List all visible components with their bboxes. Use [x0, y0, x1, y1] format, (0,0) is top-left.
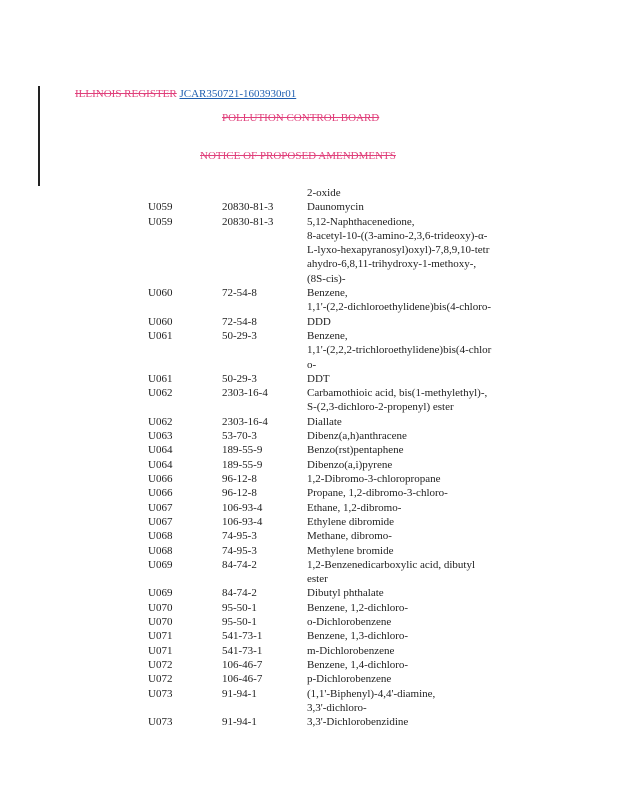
substance-name: Daunomycin [307, 201, 364, 214]
substance-name: Benzene, 1,1'-(2,2,2-trichloroethylidene)bis(4-chlor o- [307, 330, 492, 371]
substance-name: Benzene, 1,4-dichloro- [307, 658, 409, 671]
waste-code: U066 [148, 473, 173, 485]
cas-number: 84-74-2 [222, 558, 257, 571]
cas-number: 74-95-3 [222, 530, 257, 543]
waste-code: U073 [148, 716, 173, 729]
substance-name: 1,2-Dibromo-3-chloropropane [307, 473, 441, 485]
waste-code: U069 [148, 558, 173, 571]
cas-number: 50-29-3 [222, 372, 257, 385]
cas-number: 72-54-8 [222, 315, 257, 328]
substance-name: Methylene bromide [307, 544, 394, 557]
substance-name: o-Dichlorobenzene [307, 616, 392, 628]
waste-code: U068 [148, 530, 173, 543]
cas-number: 106-46-7 [222, 673, 263, 686]
waste-code: U069 [148, 587, 173, 600]
cas-number: 72-54-8 [222, 287, 257, 300]
waste-code: U066 [148, 487, 173, 500]
waste-code: U071 [148, 644, 173, 657]
substance-name: Ethane, 1,2-dibromo- [307, 501, 402, 514]
cas-number: 106-93-4 [222, 501, 263, 514]
cas-number: 106-46-7 [222, 658, 263, 671]
notice-title: NOTICE OF PROPOSED AMENDMENTS [200, 150, 396, 162]
register-struck-text: ILLINOIS REGISTER [75, 88, 177, 100]
waste-code: U063 [148, 430, 173, 443]
substance-name: Carbamothioic acid, bis(1-methylethyl)-, S-(2,3-dichloro-2-propenyl) ester [307, 387, 488, 414]
waste-code: U062 [148, 415, 173, 428]
substance-name: DDD [307, 315, 331, 328]
substance-name: Dibenz(a,h)anthracene [307, 430, 407, 443]
cas-number: 95-50-1 [222, 616, 257, 628]
cas-number: 2303-16-4 [222, 387, 268, 400]
waste-code: U073 [148, 687, 173, 700]
substance-name: 3,3'-Dichlorobenzidine [307, 716, 409, 729]
waste-code: U061 [148, 372, 173, 385]
cas-number: 541-73-1 [222, 630, 263, 643]
cas-number: 96-12-8 [222, 473, 257, 485]
substance-name: Benzene, 1,1'-(2,2-dichloroethylidene)bis(4-chloro- [307, 287, 492, 314]
waste-code: U067 [148, 515, 173, 528]
cas-number: 95-50-1 [222, 601, 257, 614]
cas-number: 84-74-2 [222, 587, 257, 600]
waste-code: U064 [148, 458, 173, 471]
waste-code: U072 [148, 658, 173, 671]
substance-name: Benzene, 1,3-dichloro- [307, 630, 409, 643]
substance-name: Dibenzo(a,i)pyrene [307, 458, 393, 471]
waste-code: U059 [148, 215, 173, 228]
substance-name: p-Dichlorobenzene [307, 673, 392, 686]
cas-number: 53-70-3 [222, 430, 257, 443]
register-header [75, 88, 296, 101]
cas-number: 541-73-1 [222, 644, 263, 657]
waste-code: U064 [148, 444, 173, 457]
cas-number: 96-12-8 [222, 487, 257, 500]
waste-code: U059 [148, 201, 173, 214]
register-inserted-text: JCAR350721-1603930r01 [179, 88, 297, 100]
substance-name: Ethylene dibromide [307, 515, 395, 528]
waste-code: U061 [148, 330, 173, 342]
substance-name: Methane, dibromo- [307, 530, 392, 543]
waste-code: U071 [148, 630, 173, 643]
waste-code: U072 [148, 673, 173, 686]
cas-number: 91-94-1 [222, 716, 257, 729]
substance-name: DDT [307, 372, 330, 385]
cas-number: 91-94-1 [222, 687, 257, 700]
substance-name: 5,12-Naphthacenedione, 8-acetyl-10-((3-amino-2,3,6-trideoxy)-α- L-lyxo-hexapyranosyl)oxyl)-7,8,9,10-tetr ahydro-6,8,11-trihydroxy-1-methoxy-, (8S-cis)- [307, 215, 490, 285]
revision-change-bar [38, 86, 40, 186]
substance-name: Propane, 1,2-dibromo-3-chloro- [307, 487, 448, 500]
cas-number: 189-55-9 [222, 458, 263, 471]
waste-code: U070 [148, 601, 173, 614]
cas-number: 50-29-3 [222, 330, 257, 342]
waste-code: U070 [148, 616, 173, 628]
waste-code: U060 [148, 315, 173, 328]
substance-name: Benzo(rst)pentaphene [307, 444, 404, 457]
substance-name: Dibutyl phthalate [307, 587, 384, 600]
cas-number: 20830-81-3 [222, 201, 274, 214]
substance-name: m-Dichlorobenzene [307, 644, 395, 657]
board-title: POLLUTION CONTROL BOARD [222, 112, 380, 124]
cas-number: 2303-16-4 [222, 415, 268, 428]
cas-number: 74-95-3 [222, 544, 257, 557]
substance-name: (1,1'-Biphenyl)-4,4'-diamine, 3,3'-dichloro- [307, 687, 436, 714]
waste-code: U068 [148, 544, 173, 557]
waste-code: U067 [148, 501, 173, 514]
waste-code: U060 [148, 287, 173, 300]
cas-number: 189-55-9 [222, 444, 263, 457]
substance-name: Benzene, 1,2-dichloro- [307, 601, 409, 614]
cas-number: 20830-81-3 [222, 215, 274, 228]
substance-name: 1,2-Benzenedicarboxylic acid, dibutyl ester [307, 558, 475, 586]
substance-name: 2-oxide [307, 187, 341, 199]
cas-number: 106-93-4 [222, 515, 263, 528]
waste-code: U062 [148, 387, 173, 400]
substance-name: Diallate [307, 415, 342, 428]
